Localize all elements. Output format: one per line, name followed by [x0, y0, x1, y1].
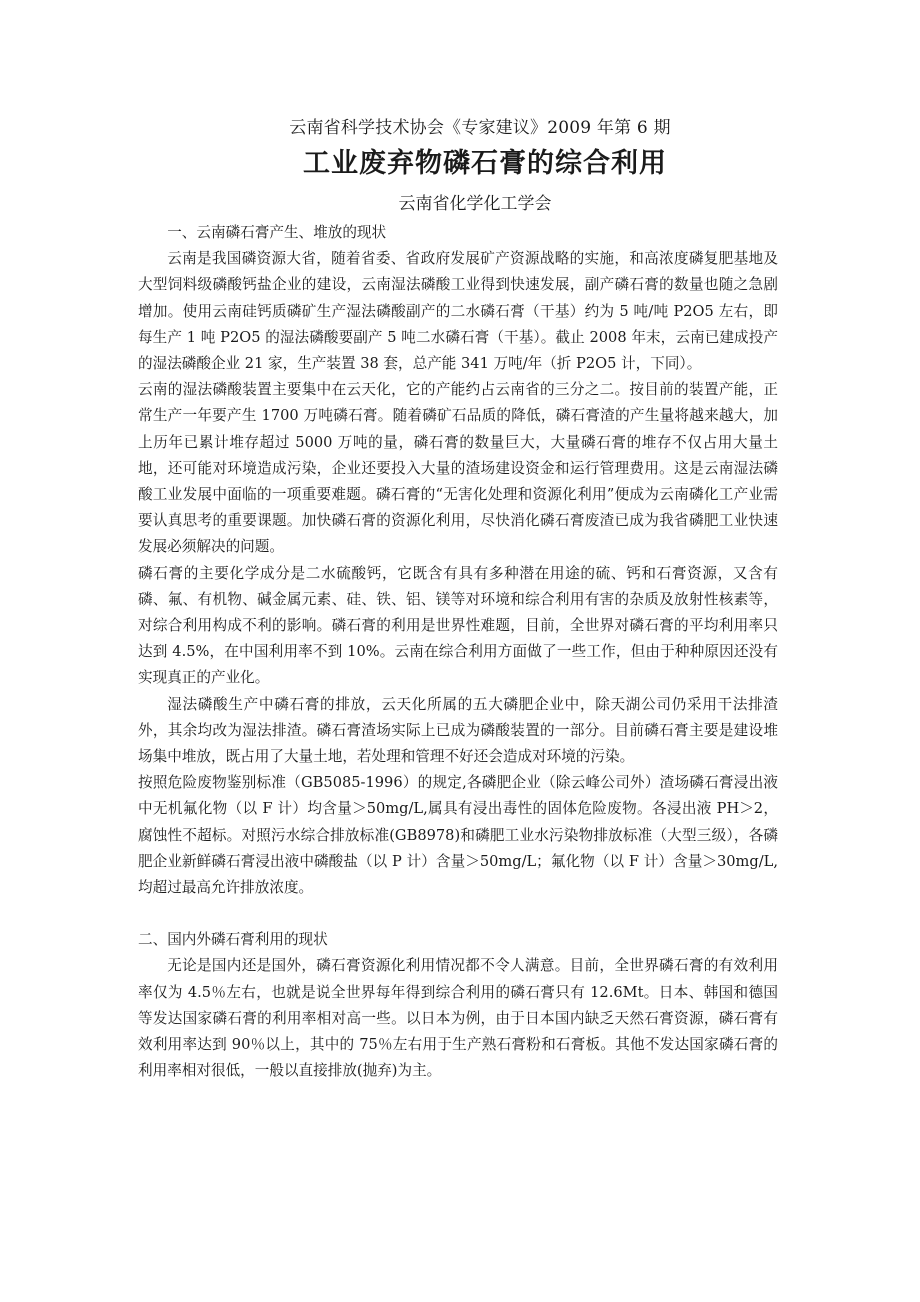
- section-2-paragraph-1: 无论是国内还是国外，磷石膏资源化利用情况都不令人满意。目前，全世界磷石膏的有效利用率仅为 4.5％左右，也就是说全世界每年得到综合利用的磷石膏只有 12.6Mt。日本、韩国和德国等发达国家磷石膏的利用率相对高一些。以日本为例，由于日本国内缺乏天然石膏资源，磷石膏有效利用率达到 90％以上，其中的 75％左右用于生产熟石膏粉和石膏板。其他不发达国家磷石膏的利用率相对很低，一般以直接排放(抛弃)为主。: [138, 957, 778, 1080]
- section-1-paragraph-3: 磷石膏的主要化学成分是二水硫酸钙，它既含有具有多种潜在用途的硫、钙和石膏资源，又含有磷、氟、有机物、碱金属元素、硅、铁、铝、镁等对环境和综合利用有害的杂质及放射性核素等，对综合利用构成不利的影响。磷石膏的利用是世界性难题，目前，全世界对磷石膏的平均利用率只达到 4.5%，在中国利用率不到 10%。云南在综合利用方面做了一些工作，但由于种种原因还没有实现真正的产业化。: [138, 564, 778, 687]
- section-1-paragraph-2: 云南的湿法磷酸装置主要集中在云天化，它的产能约占云南省的三分之二。按目前的装置产能，正常生产一年要产生 1700 万吨磷石膏。随着磷矿石品质的降低，磷石膏渣的产生量将越来越大，加上历年已累计堆存超过 5000 万吨的量，磷石膏的数量巨大，大量磷石膏的堆存不仅占用大量土地，还可能对环境造成污染，企业还要投入大量的渣场建设资金和运行管理费用。这是云南湿法磷酸工业发展中面临的一项重要难题。磷石膏的“无害化处理和资源化利用”便成为云南磷化工产业需要认真思考的重要课题。加快磷石膏的资源化利用，尽快消化磷石膏废渣已成为我省磷肥工业快速发展必须解决的问题。: [138, 381, 778, 556]
- document-body: [138, 220, 778, 1085]
- section-1-paragraph-5: 按照危险废物鉴别标准（GB5085-1996）的规定,各磷肥企业（除云峰公司外）渣场磷石膏浸出液中无机氟化物（以 F 计）均含量＞50mg/L,属具有浸出毒性的固体危险废物。各浸出液 PH＞2，腐蚀性不超标。对照污水综合排放标准(GB8978)和磷肥工业水污染物排放标准（大型三级），各磷肥企业新鲜磷石膏浸出液中磷酸盐（以 P 计）含量＞50mg/L；氟化物（以 F 计）含量＞30mg/L,均超过最高允许排放浓度。: [138, 774, 778, 897]
- section-1-heading: 一、云南磷石膏产生、堆放的现状: [167, 224, 387, 241]
- page-title: 工业废弃物磷石膏的综合利用: [303, 148, 667, 179]
- organization-name: 云南省化学化工学会: [398, 194, 552, 214]
- section-1-paragraph-1: 云南是我国磷资源大省，随着省委、省政府发展矿产资源战略的实施，和高浓度磷复肥基地及大型饲料级磷酸钙盐企业的建设，云南湿法磷酸工业得到快速发展，副产磷石膏的数量也随之急剧增加。使用云南硅钙质磷矿生产湿法磷酸副产的二水磷石膏（干基）约为 5 吨/吨 P2O5 左右，即每生产 1 吨 P2O5 的湿法磷酸要副产 5 吨二水磷石膏（干基）。截止 2008 年末，云南已建成投产的湿法磷酸企业 21 家，生产装置 38 套，总产能 341 万吨/年（折 P2O5 计，下同）。: [138, 250, 778, 373]
- section-1-paragraph-4: 湿法磷酸生产中磷石膏的排放，云天化所属的五大磷肥企业中，除天湖公司仍采用干法排渣外，其余均改为湿法排渣。磷石膏渣场实际上已成为磷酸装置的一部分。目前磷石膏主要是建设堆场集中堆放，既占用了大量土地，若处理和管理不好还会造成对环境的污染。: [138, 695, 778, 766]
- issue-line: 云南省科学技术协会《专家建议》2009 年第 6 期: [289, 118, 671, 138]
- section-2-heading: 二、国内外磷石膏利用的现状: [138, 931, 328, 949]
